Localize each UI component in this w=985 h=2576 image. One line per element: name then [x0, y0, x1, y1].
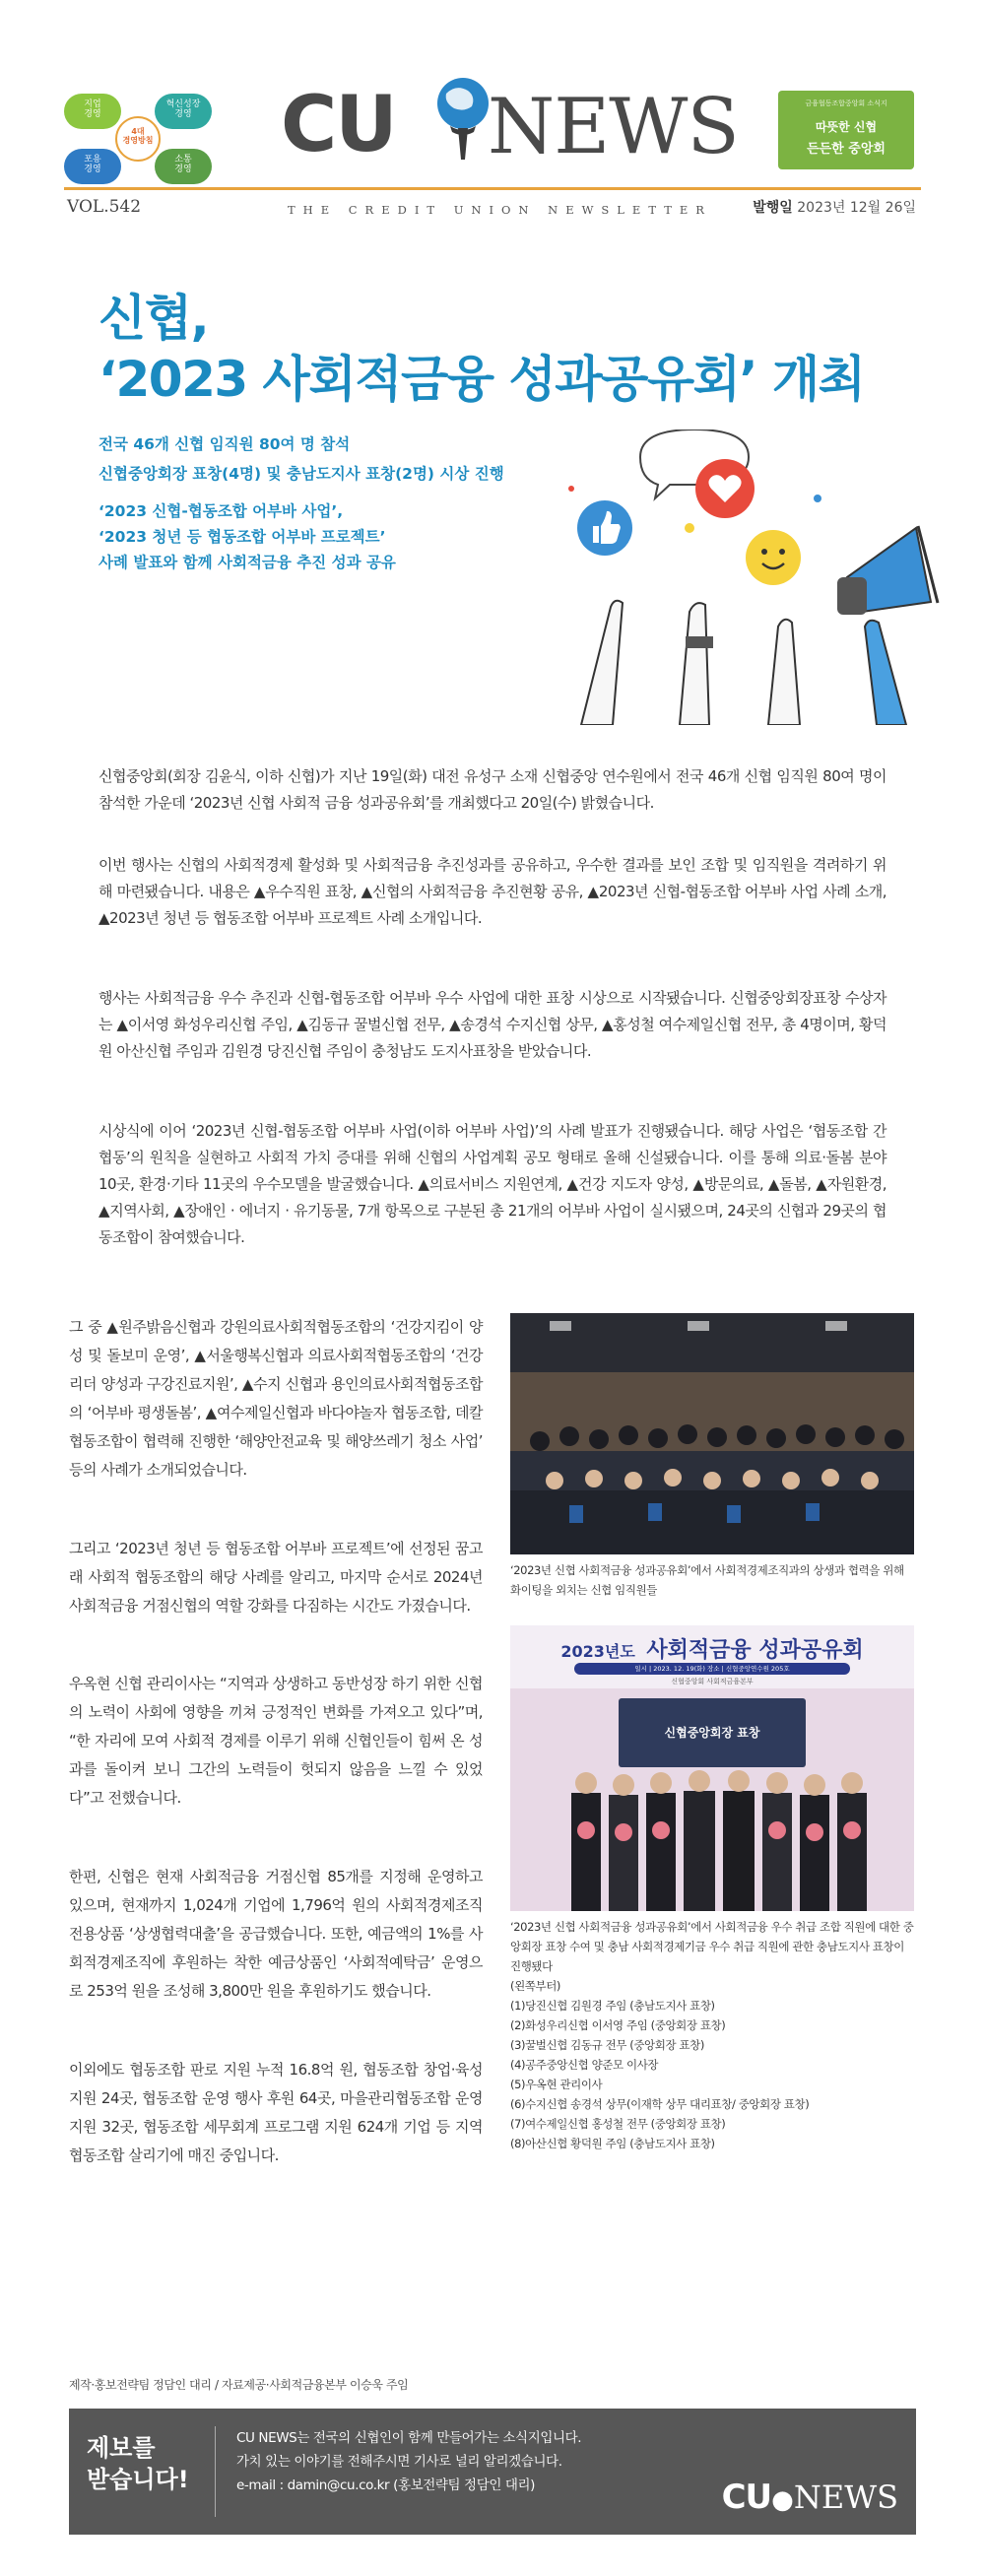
photo1-caption: ‘2023년 신협 사회적금융 성과공유회’에서 사회적경제조직과의 상생과 협력을 위해 화이팅을 외치는 신협 임직원들: [510, 1563, 904, 1597]
footer-logo: [722, 2477, 898, 2517]
footer-text: [236, 2426, 581, 2497]
stage-sign: 신협중앙회장 표창: [664, 1726, 760, 1740]
body-paragraph-2: 이번 행사는 신협의 사회적경제 활성화 및 사회적금융 추진성과를 공유하고, 우수한 결과를 보인 조합 및 임직원을 격려하기 위해 마련됐습니다. 내용은 ▲우수직원 표창, ▲신협의 사회적금융 추진현황 공유, ▲2023년 신협-협동조합 어부바 사업 사례 소개, ▲2023년 청년 등 협동조합 어부바 프로젝트 사례 소개입니다.: [98, 856, 886, 927]
management-policy-badge: [64, 94, 212, 187]
photo2-caption-item-7: (7)여수제일신협 홍성철 전무 (중앙회장 표창): [510, 2117, 726, 2131]
badge-cell-2: 혁신성장 경영: [155, 94, 212, 129]
photo2-caption-item-1: (1)당진신협 김원경 주임 (충남도지사 표창): [510, 1999, 715, 2013]
photo2-caption-item-5: (5)우옥현 관리이사: [510, 2078, 603, 2091]
photo2-caption-item-6: (6)수지신협 송경석 상무(이재학 상무 대리표창/ 중앙회장 표창): [510, 2097, 810, 2111]
banner-year: 2023년도: [560, 1642, 635, 1661]
subtitle-1: 전국 46개 신협 임직원 80여 명 참석: [98, 435, 351, 453]
banner-org: 신협중앙회 사회적금융본부: [671, 1678, 754, 1685]
group-photo-2: [510, 1625, 914, 1911]
subtitle-4: ‘2023 청년 등 협동조합 어부바 프로젝트’: [98, 528, 386, 546]
article-title: [98, 288, 906, 410]
column-paragraph-4: 한편, 신협은 현재 사회적금융 거점신협 85개를 지정해 운영하고 있으며, 현재까지 1,024개 기업에 1,796억 원의 사회적경제조직 전용상품 ‘상생협력대출’을 공급했습니다. 또한, 예금액의 1%를 사회적경제조직에 후원하는 착한 예금상품인 ‘사회적예탁금’ 운영으로 253억 원을 조성해 3,800만 원을 후원하기도 했습니다.: [69, 1868, 483, 2000]
megaphone-icon: [837, 526, 938, 615]
masthead-cu: CU: [281, 81, 396, 169]
hands-illustration: [552, 429, 946, 725]
badge-cell-1: 지업 경영: [64, 94, 121, 129]
footer-text-line2: 가치 있는 이야기를 전해주시면 기사로 널리 알리겠습니다.: [236, 2454, 562, 2470]
title-line-2: ‘2023 사회적금융 성과공유회’ 개최: [98, 351, 865, 408]
footer-divider: [215, 2426, 216, 2517]
photo2-caption-order: (왼쪽부터): [510, 1979, 561, 1993]
subtitle-2: 신협중앙회장 표창(4명) 및 충남도지사 표창(2명) 시상 진행: [98, 465, 504, 483]
subtitle-5: 사례 발표와 함께 사회적금융 추진 성과 공유: [98, 554, 396, 571]
footer-email[interactable]: e-mail : damin@cu.co.kr (홍보전략팀 정담인 대리): [236, 2477, 536, 2493]
newsletter-tagline: THE CREDIT UNION NEWSLETTER: [288, 203, 712, 217]
banner-title: 사회적금융 성과공유회: [646, 1638, 864, 1663]
masthead-news: NEWS: [488, 83, 739, 171]
banner-sub: 일시 | 2023. 12. 19(화) 장소 | 신협중앙연수원 205호: [574, 1663, 850, 1675]
footer-logo-cu: CU: [721, 2477, 772, 2517]
photo2-caption-item-4: (4)공주중앙신협 양준모 이사장: [510, 2058, 659, 2072]
volume-number: VOL.542: [67, 197, 142, 217]
event-banner: [510, 1625, 914, 1688]
photo2-caption-item-3: (3)꿀벌신협 김동규 전무 (중앙회장 표창): [510, 2038, 704, 2052]
heart-bubble-icon: [695, 459, 755, 518]
body-paragraph-4: 시상식에 이어 ‘2023년 신협-협동조합 어부바 사업(이하 어부바 사업)’의 사례 발표가 진행됐습니다. 해당 사업은 ‘협동조합 간 협동’의 원칙을 실현하고 사회적 가치 증대를 위해 신협의 사업계획 공모 형태로 올해 신설됐습니다. 이를 통해 의료·돌봄 분야 10곳, 환경·기타 11곳의 우수모델을 발굴했습니다. ▲의료서비스 지원연계, ▲건강 지도자 양성, ▲방문의료, ▲돌봄, ▲자원환경, ▲지역사회, ▲장애인 · 에너지 · 유기동물, 7개 항목으로 구분된 총 21개의 어부바 사업이 실시됐으며, 24곳의 신협과 29곳의 협동조합이 참여했습니다.: [98, 1122, 886, 1246]
side-banner-line1: 따뜻한 신협: [815, 120, 878, 134]
title-line-1: 신협,: [98, 290, 209, 347]
issue-label: 발행일: [753, 200, 793, 216]
group-photo-1: [510, 1313, 914, 1554]
tip-footer: [69, 2409, 916, 2535]
article-subtitles: [98, 429, 552, 575]
subtitle-3: ‘2023 신협-협동조합 어부바 사업’,: [98, 502, 344, 520]
thumbs-up-icon: [577, 500, 632, 556]
footer-logo-news: NEWS: [793, 2478, 898, 2516]
body-paragraph-3: 행사는 사회적금융 우수 추진과 신협-협동조합 어부바 우수 사업에 대한 표창 시상으로 시작됐습니다. 신협중앙회장표창 수상자는 ▲이서영 화성우리신협 주임, ▲김동규 꿀벌신협 전무, ▲송경석 수지신협 상무, ▲홍성철 여수제일신협 전무, 총 4명이며, 황덕원 아산신협 주임과 김원경 당진신협 주임이 충청남도 도지사표창을 받았습니다.: [98, 989, 886, 1060]
photo2-caption-main: ‘2023년 신협 사회적금융 성과공유회’에서 사회적금융 우수 취급 조합 직원에 대한 중앙회장 표창 수여 및 충남 사회적경제기금 우수 취급 직원에 관한 충남도지사 표창이 진행됐다: [510, 1920, 914, 1973]
side-banner: [778, 91, 914, 169]
issue-date: [753, 197, 916, 217]
footer-title-line2: 받습니다!: [87, 2466, 189, 2493]
badge-cell-3: 포용 경영: [64, 149, 121, 184]
body-paragraph-1: 신협중앙회(회장 김윤식, 이하 신협)가 지난 19일(화) 대전 유성구 소재 신협중앙 연수원에서 전국 46개 신협 임직원 80여 명이 참석한 가운데 ‘2023년 신협 사회적 금융 성과공유회’를 개최했다고 20일(수) 밝혔습니다.: [98, 767, 886, 812]
column-paragraph-5: 이외에도 협동조합 판로 지원 누적 16.8억 원, 협동조합 창업·육성 지원 24곳, 협동조합 운영 행사 후원 64곳, 마을관리협동조합 운영 지원 32곳, 협동조합 세무회계 프로그램 지원 624개 기업 등 지역 협동조합 살리기에 매진 중입니다.: [69, 2061, 483, 2164]
badge-center: 4대 경영방침: [115, 116, 161, 162]
photo2-caption-item-8: (8)아산신협 황덕원 주임 (충남도지사 표창): [510, 2137, 715, 2150]
masthead-header: [0, 0, 985, 227]
footer-title: [87, 2432, 189, 2495]
footer-globe-icon: ●: [771, 2485, 794, 2515]
award-recipients: [510, 1753, 914, 1911]
side-banner-small: 금융협동조합중앙회 소식지: [805, 99, 887, 107]
column-paragraph-3: 우옥현 신협 관리이사는 “지역과 상생하고 동반성장 하기 위한 신협의 노력이 사회에 영향을 끼쳐 긍정적인 변화를 가져오고 있다”며, “한 자리에 모여 사회적 경제를 이루기 위해 신협인들이 힘써 온 성과를 돌이켜 보니 그간의 노력들이 헛되지 않음을 느낄 수 있었다”고 전했습니다.: [69, 1675, 483, 1807]
footer-text-line1: CU NEWS는 전국의 신협인이 함께 만들어가는 소식지입니다.: [236, 2430, 582, 2446]
footer-title-line1: 제보를: [87, 2434, 156, 2462]
smile-face-icon: [746, 530, 801, 585]
column-paragraph-2: 그리고 ‘2023년 청년 등 협동조합 어부바 프로젝트’에 선정된 꿈고래 사회적 협동조합의 해당 사례를 알리고, 마지막 순서로 2024년 사회적금융 거점신협의 역할 강화를 다짐하는 시간도 가졌습니다.: [69, 1540, 483, 1615]
side-banner-line2: 든든한 중앙회: [807, 142, 886, 157]
column-paragraph-1: 그 중 ▲원주밝음신협과 강원의료사회적협동조합의 ‘건강지킴이 양성 및 돌보미 운영’, ▲서울행복신협과 의료사회적협동조합의 ‘건강리더 양성과 구강진료지원’, ▲수지 신협과 용인의료사회적협동조합의 ‘어부바 평생돌봄’, ▲여수제일신협과 바다야놀자 협동조합, 데칼협동조합이 협력해 진행한 ‘해양안전교육 및 해양쓰레기 청소 사업’ 등의 사례가 소개되었습니다.: [69, 1318, 483, 1479]
cu-news-logo: [281, 69, 739, 171]
photo2-caption: [510, 1917, 914, 2153]
photo2-caption-item-2: (2)화성우리신협 이서영 주임 (중앙회장 표창): [510, 2018, 726, 2032]
header-divider: [64, 187, 921, 190]
issue-date-value: 2023년 12월 26일: [797, 200, 916, 216]
badge-cell-4: 소통 경영: [155, 149, 212, 184]
article-credit: 제작·홍보전략팀 정담인 대리 / 자료제공·사회적금융본부 이승욱 주임: [69, 2378, 409, 2392]
